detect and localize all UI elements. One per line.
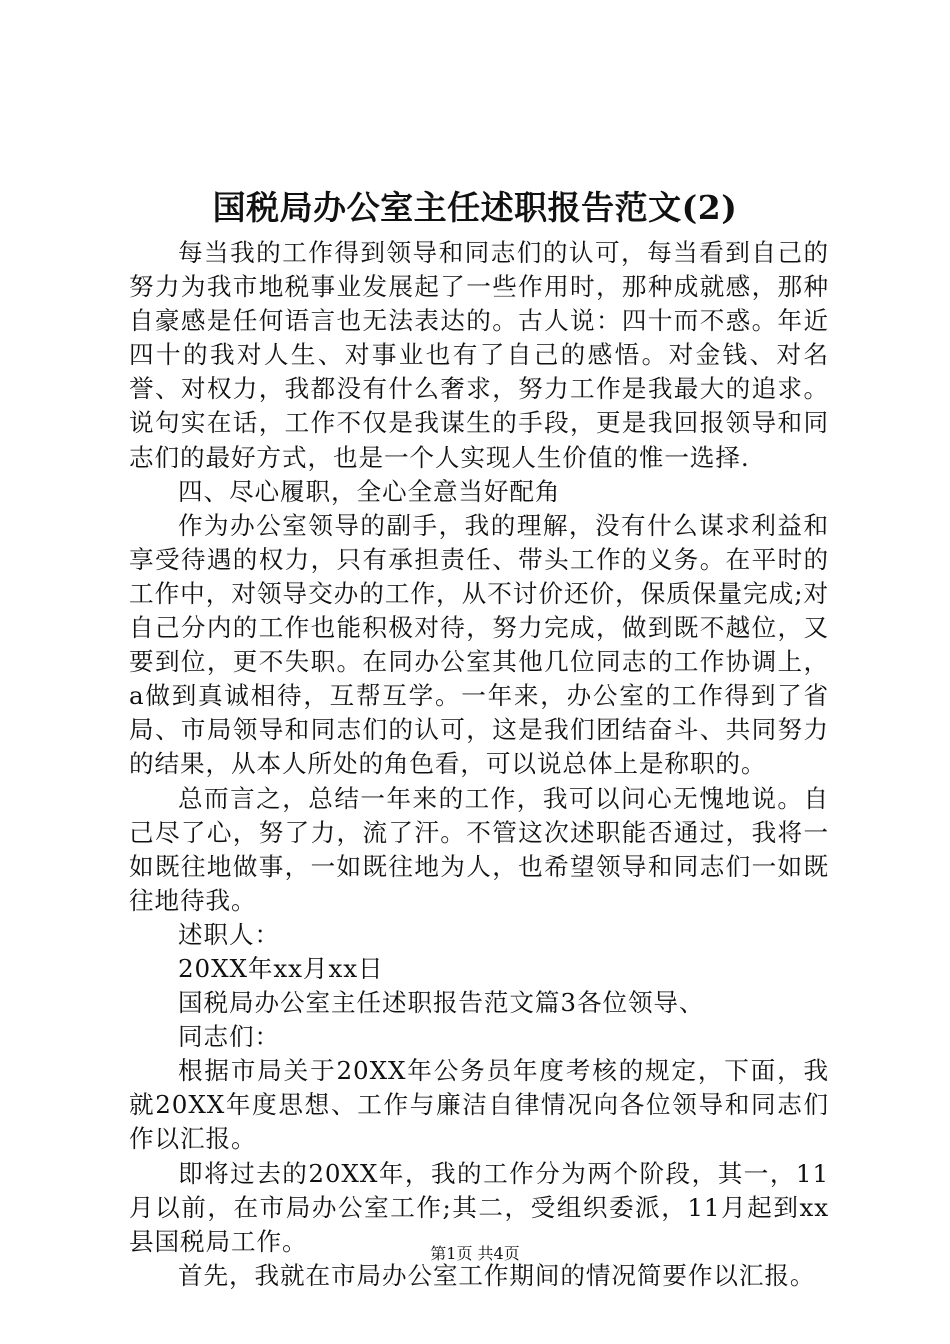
section-heading-4: 四、尽心履职，全心全意当好配角 [178,476,561,506]
paragraph-6: 首先，我就在市局办公室工作期间的情况简要作以汇报。 [178,1260,816,1290]
signature-date: 20XX年xx月xx日 [178,953,384,983]
paragraph-5: 即将过去的20XX年，我的工作分为两个阶段，其一，11月以前，在市局办公室工作;其二，受组织委派，11月起到xx县国税局工作。 [129,1158,829,1256]
paragraph-4: 根据市局关于20XX年公务员年度考核的规定，下面，我就20XX年度思想、工作与廉洁自律情况向各位领导和同志们作以汇报。 [129,1056,829,1154]
document-body [129,236,829,1293]
paragraph-1: 每当我的工作得到领导和同志们的认可，每当看到自己的努力为我市地税事业发展起了一些作用时，那种成就感，那种自豪感是任何语言也无法表达的。古人说：四十而不惑。年近四十的我对人生、对事业也有了自己的感悟。对金钱、对名誉、对权力，我都没有什么奢求，努力工作是我最大的追求。说句实在话，工作不仅是我谋生的手段，更是我回报领导和同志们的最好方式，也是一个人实现人生价值的惟一选择. [129,238,829,472]
signature-label: 述职人： [178,919,280,949]
paragraph-2: 作为办公室领导的副手，我的理解，没有什么谋求利益和享受待遇的权力，只有承担责任、带头工作的义务。在平时的工作中，对领导交办的工作，从不讨价还价，保质保量完成;对自己分内的工作也能积极对待，努力完成，做到既不越位，又要到位，更不失职。在同办公室其他几位同志的工作协调上，a做到真诚相待，互帮互学。一年来，办公室的工作得到了省局、市局领导和同志们的认可，这是我们团结奋斗、共同努力的结果，从本人所处的角色看，可以说总体上是称职的。 [129,510,829,779]
document-title: 国税局办公室主任述职报告范文(2) [212,188,738,227]
salutation: 同志们： [178,1022,280,1052]
paragraph-3: 总而言之，总结一年来的工作，我可以问心无愧地说。自己尽了心，努了力，流了汗。不管这次述职能否通过，我将一如既往地做事，一如既往地为人，也希望领导和同志们一如既往地待我。 [129,783,829,915]
next-article-heading: 国税局办公室主任述职报告范文篇3各位领导、 [178,988,705,1018]
page-number: 第1页 共4页 [430,1244,520,1263]
